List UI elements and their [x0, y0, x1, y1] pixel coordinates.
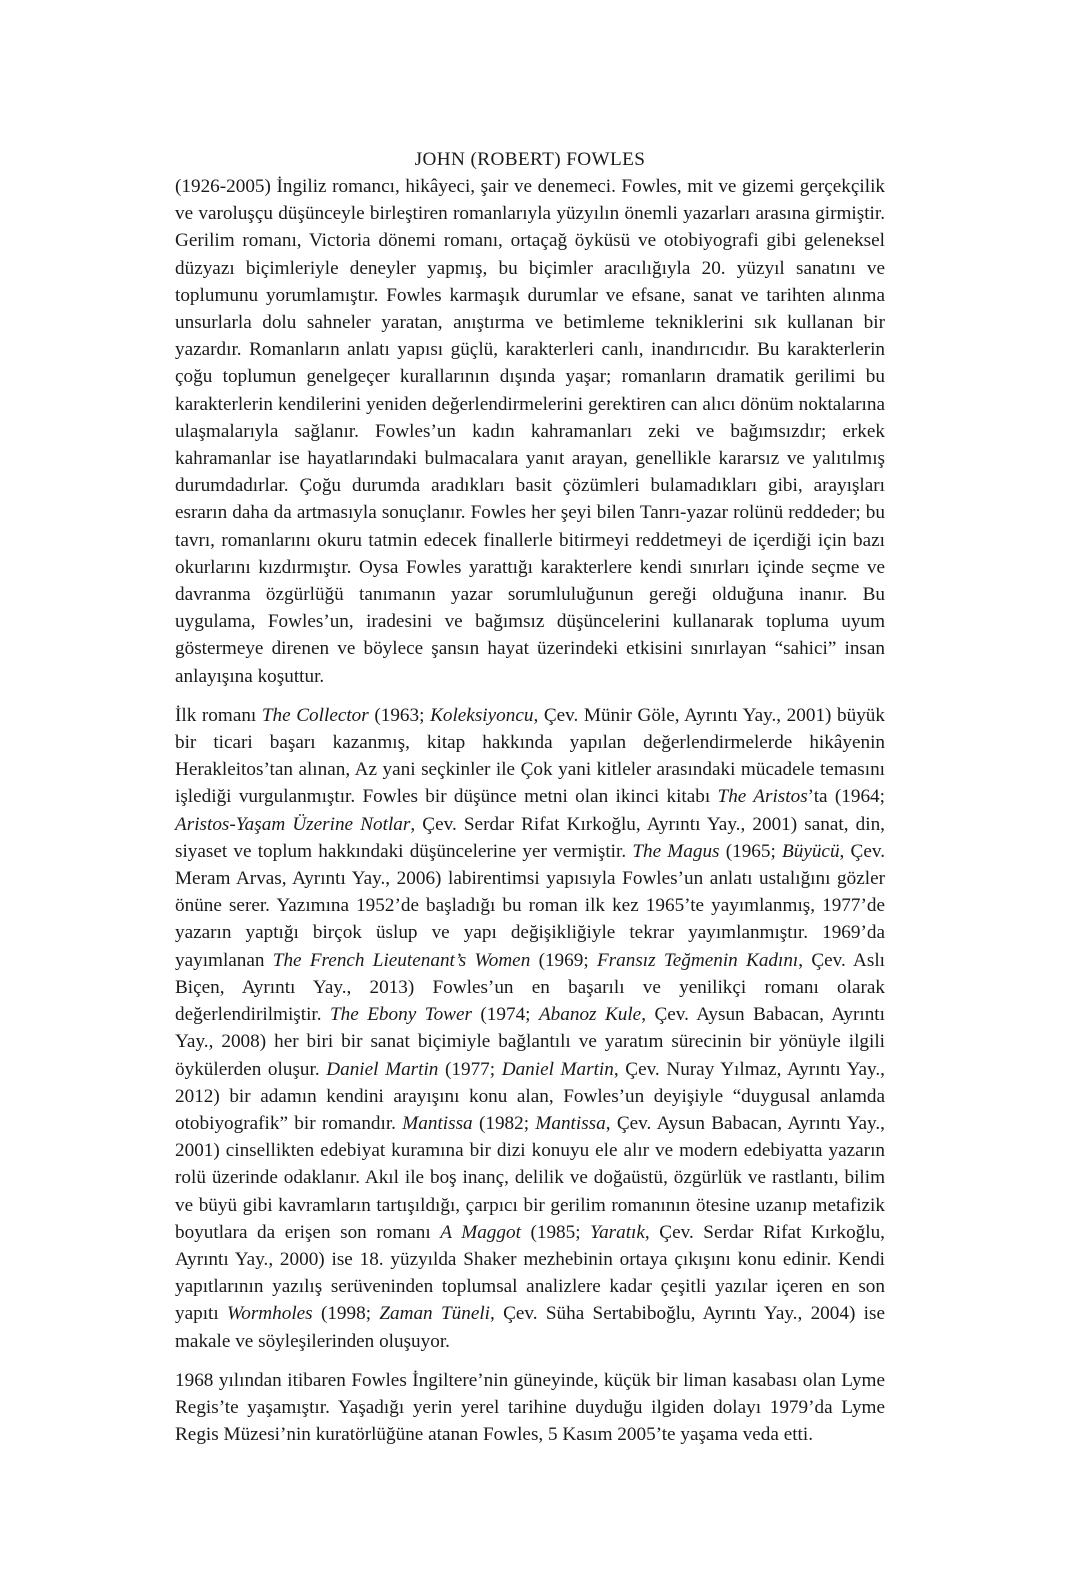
- italic-title: The Collector: [261, 704, 369, 726]
- entry-body: [175, 173, 885, 1448]
- entry-title: JOHN (ROBERT) FOWLES: [414, 149, 646, 170]
- text-run: (1998;: [312, 1303, 380, 1325]
- text-run: (1926-2005) İngiliz romancı, hikâyeci, şair ve denemeci. Fowles, mit ve gizemi gerçekçilik ve varoluşçu düşünceyle birleştiren romanlarıyla yüzyılın önemli yazarları arasına girmiştir. Gerilim romanı, Victoria dönemi romanı, ortaçağ öyküsü ve otobiyografi gibi geleneksel düzyazı biçimleriyle deneyler yapmış, bu biçimler aracılığıyla 20. yüzyıl sanatını ve toplumunu yorumlamıştır. Fowles karmaşık durumlar ve efsane, sanat ve tarihten alınma unsurlarla dolu sahneler yaratan, anıştırma ve betimleme tekniklerini sık kullanan bir yazardır. Romanların anlatı yapısı güçlü, karakterleri canlı, inandırıcıdır. Bu karakterlerin çoğu toplumun genelgeçer kurallarının dışında yaşar; romanların dramatik gerilimi bu karakterlerin kendilerini yeniden değerlendirmelerini gerektiren can alıcı dönüm noktalarına ulaşmalarıyla sağlanır. Fowles’un kadın kahramanları zeki ve bağımsızdır; erkek kahramanlar ise hayatlarındaki bulmacalara yanıt arayan, genellikle kararsız ve yalıtılmış durumdadırlar. Çoğu durumda aradıkları basit çözümleri bulamadıkları gibi, arayışları esrarın daha da artmasıyla sonuçlanır. Fowles her şeyi bilen Tanrı-yazar rolünü reddeder; bu tavrı, romanlarını okuru tatmin edecek finallerle bitirmeyi reddetmeyi de içerdiği için bazı okurlarını kızdırmıştır. Oysa Fowles yarattığı karakterlere kendi sınırları içinde seçme ve davranma özgürlüğü tanımanın yazar sorumluluğunun gereği olduğuna inanır. Bu uygulama, Fowles’un, iradesini ve bağımsız düşüncelerini kullanarak topluma uyum göstermeye direnen ve böylece şansın hayat üzerindeki etkisini sınırlayan “sahici” insan anlayışına koşuttur.: [175, 176, 885, 687]
- text-run: , Çev. Aysun Babacan, Ayrıntı Yay., 2001) cinsellikten edebiyat kuramına bir dizi konuyu ele alır ve modern edebiyatta yazarın rolü üzerinde odaklanır. Akıl ile boş inanç, delilik ve doğaüstü, özgürlük ve rastlantı, bilim ve büyü gibi kavramların tartışıldığı, çarpıcı bir gerilim romanının ötesine uzanıp metafizik boyutlara da erişen son romanı: [175, 1112, 885, 1243]
- text-run: (1982;: [472, 1112, 536, 1134]
- text-run: (1969;: [530, 949, 597, 971]
- italic-title: Daniel Martin: [326, 1058, 439, 1080]
- italic-title: Wormholes: [227, 1303, 313, 1325]
- italic-title: Mantissa: [535, 1112, 606, 1134]
- text-run: 1968 yılından itibaren Fowles İngiltere’nin güneyinde, küçük bir liman kasabası olan Lyme Regis’te yaşamıştır. Yaşadığı yerin yerel tarihine duyduğu ilgiden dolayı 1979’da Lyme Regis Müzesi’nin kuratörlüğüne atanan Fowles, 5 Kasım 2005’te yaşama veda etti.: [175, 1369, 885, 1446]
- italic-title: Yaratık: [590, 1221, 645, 1243]
- text-run: (1965;: [719, 840, 782, 862]
- text-run: , Çev. Nuray Yılmaz, Ayrıntı Yay., 2012) bir adamın kendini arayışını konu alan, Fowles’un deyişiyle “duygusal anlamda otobiyografik” bir romandır.: [175, 1058, 885, 1134]
- italic-title: A Maggot: [440, 1221, 521, 1243]
- italic-title: The French Lieutenant’s Women: [272, 949, 531, 971]
- text-run: , Çev. Münir Göle, Ayrıntı Yay., 2001) büyük bir ticari başarı kazanmış, kitap hakkında yapılan değerlendirmelerde hikâyenin Herakleitos’tan alınan, Az yani seçkinler ile Çok yani kitleler arasındaki mücadele temasını işlediği vurgulanmıştır. Fowles bir düşünce metni olan ikinci kitabı: [175, 704, 885, 808]
- text-run: (1974;: [471, 1004, 539, 1026]
- text-run: , Çev. Serdar Rifat Kırkoğlu, Ayrıntı Yay., 2000) ise 18. yüzyılda Shaker mezhebinin ortaya çıkışını konu edinir. Kendi yapıtlarının yazılış serüveninden toplumsal analizlere kadar çeşitli yazılar içeren en son yapıtı: [175, 1221, 885, 1325]
- text-run: , Çev. Serdar Rifat Kırkoğlu, Ayrıntı Yay., 2001) sanat, din, siyaset ve toplum hakkındaki düşüncelerine yer vermiştir.: [175, 813, 885, 862]
- italic-title: Zaman Tüneli: [379, 1303, 490, 1325]
- italic-title: Mantissa: [402, 1112, 473, 1134]
- text-run: ’ta (1964;: [807, 786, 885, 808]
- text-run: , Çev. Süha Sertabiboğlu, Ayrıntı Yay., 2004) ise makale ve söyleşilerinden oluşuyor.: [175, 1303, 885, 1352]
- text-run: (1963;: [368, 704, 431, 726]
- italic-title: Daniel Martin: [501, 1058, 614, 1080]
- italic-title: Koleksiyoncu: [430, 704, 534, 726]
- page-content: [175, 146, 885, 1448]
- italic-title: Aristos-Yaşam Üzerine Notlar: [175, 813, 411, 835]
- body-paragraph: [175, 702, 885, 1355]
- italic-title: Abanoz Kule: [538, 1004, 642, 1026]
- body-paragraph: [175, 173, 885, 690]
- text-run: , Çev. Aysun Babacan, Ayrıntı Yay., 2008) her biri bir sanat biçimiyle bağlantılı ve yaratım sürecinin bir yönüyle ilgili öykülerden oluşur.: [175, 1004, 885, 1080]
- text-run: İlk romanı: [175, 704, 262, 726]
- text-run: , Çev. Aslı Biçen, Ayrıntı Yay., 2013) Fowles’un en başarılı ve yenilikçi romanı olarak değerlendirilmiştir.: [175, 949, 885, 1026]
- text-run: , Çev. Meram Arvas, Ayrıntı Yay., 2006) labirentimsi yapısıyla Fowles’un anlatı ustalığını gözler önüne serer. Yazımına 1952’de başladığı bu roman ilk kez 1965’te yayımlanmış, 1977’de yazarın yaptığı birçok üslup ve yapı değişikliğiyle tekrar yayımlanmıştır. 1969’da yayımlanan: [175, 840, 885, 971]
- italic-title: Fransız Teğmenin Kadını: [596, 949, 799, 971]
- body-paragraph: [175, 1367, 885, 1449]
- text-run: (1977;: [438, 1058, 502, 1080]
- text-run: (1985;: [520, 1221, 591, 1243]
- italic-title: The Ebony Tower: [329, 1004, 472, 1026]
- italic-title: Büyücü: [782, 840, 840, 862]
- italic-title: The Aristos: [717, 786, 808, 808]
- italic-title: The Magus: [632, 840, 720, 862]
